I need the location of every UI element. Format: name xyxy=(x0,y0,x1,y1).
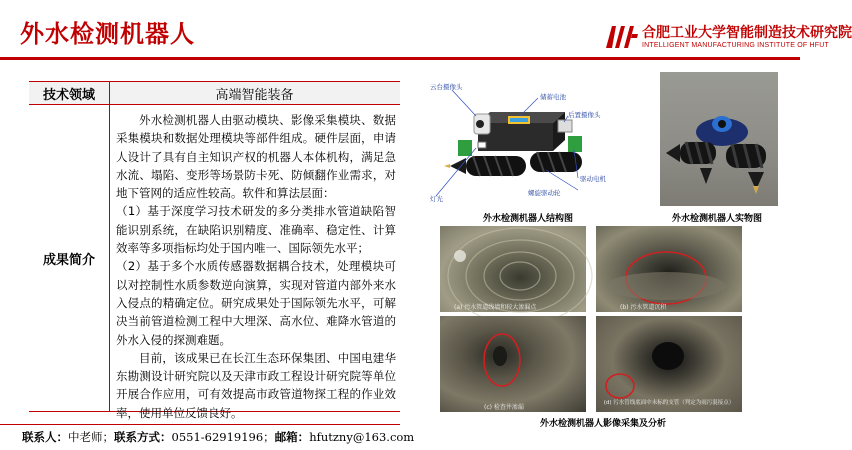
label-rear-camera: 后置摄像头 xyxy=(568,111,601,119)
structure-caption: 外水检测机器人结构图 xyxy=(483,214,574,224)
label-gimbal-camera: 云台摄像头 xyxy=(430,83,463,91)
label-light: 灯光 xyxy=(430,195,443,203)
institute-name-cn: 合肥工业大学智能制造技术研究院 xyxy=(642,25,852,41)
result-paragraph: （2）基于多个水质传感器数据耦合技术，处理模块可以对控制性水质参数逆向演算，实现对管道内部外来水入侵点的精确定位。研究成果处于国际领先水平，可解决当前管道检测工程中大埋深、高水位、难降水管道的外水入侵的探测难题。 xyxy=(116,259,396,347)
contact-email: hfutzny@163.com xyxy=(309,430,415,444)
field-row xyxy=(29,82,400,105)
institute-name-en: INTELLIGENT MANUFACTURING INSTITUTE OF HFUT xyxy=(642,42,829,49)
pipe-image-d xyxy=(596,316,742,412)
field-label: 技术领域 xyxy=(42,87,95,103)
sub-caption-d: (d) 污水管线底面中未标的支管（判定为雨污混接点） xyxy=(603,400,735,406)
label-screw-drive: 螺旋驱动轮 xyxy=(528,189,561,197)
header-divider xyxy=(0,57,800,60)
result-row xyxy=(29,105,400,420)
contact-email-label: 邮箱： xyxy=(274,430,310,444)
contact-phone: 0551-62919196； xyxy=(171,430,275,444)
photo-caption: 外水检测机器人实物图 xyxy=(672,214,763,224)
result-paragraph: 外水检测机器人由驱动模块、影像采集模块、数据采集模块和数据处理模块等部件组成。硬件层面，申请人设计了具有自主知识产权的机器人本体机构，满足急水流、塌陷、变形等场景防卡死、防倾翻作业需求，对地下管网的适应性较高。软件和算法层面： xyxy=(116,113,396,201)
sub-caption-c: (c) 检查井渗漏 xyxy=(484,404,524,411)
result-label: 成果简介 xyxy=(42,252,95,268)
page-title: 外水检测机器人 xyxy=(20,20,195,48)
field-value: 高端智能装备 xyxy=(215,87,294,103)
pipe-image-b-illustration xyxy=(596,226,742,312)
info-table xyxy=(29,81,400,420)
contact-bar xyxy=(0,424,415,445)
pipe-image-c xyxy=(440,316,586,412)
table-column-divider xyxy=(109,82,110,412)
robot-photo xyxy=(660,72,778,206)
institute-logo xyxy=(604,20,852,54)
label-battery: 储蓄电池 xyxy=(540,93,566,101)
imaging-caption: 外水检测机器人影像采集及分析 xyxy=(540,419,667,429)
result-content xyxy=(116,111,396,422)
institute-logo-mark-icon xyxy=(604,22,640,50)
pipe-image-d-illustration xyxy=(596,316,742,412)
structure-diagram xyxy=(418,78,648,208)
contact-person-label: 联系人： xyxy=(22,430,68,444)
pipe-image-a-illustration xyxy=(440,226,586,312)
contact-person: 中老师； xyxy=(68,430,114,444)
robot-photo-illustration xyxy=(660,72,778,206)
contact-method-label: 联系方式： xyxy=(114,430,172,444)
pipe-image-c-illustration xyxy=(440,316,586,412)
result-paragraph: 目前，该成果已在长江生态环保集团、中国电建华东勘测设计研究院以及天津市政工程设计研究院等单位开展合作应用，可有效提高市政管道物探工程的作业效率，使用单位反馈良好。 xyxy=(116,350,396,420)
result-paragraph: （1）基于深度学习技术研发的多分类排水管道缺陷智能识别系统，在缺陷识别精度、准确率、稳定性、计算效率等多项指标均处于国内唯一、国际领先水平； xyxy=(116,204,396,256)
pipe-image-a xyxy=(440,226,586,312)
sub-caption-b: (b) 污水管道沉积 xyxy=(620,304,667,311)
label-drive-motor: 驱动电机 xyxy=(580,175,606,183)
sub-caption-a: (a) 污水管道线墙和较大渗漏点 xyxy=(454,304,537,311)
pipe-image-b xyxy=(596,226,742,312)
